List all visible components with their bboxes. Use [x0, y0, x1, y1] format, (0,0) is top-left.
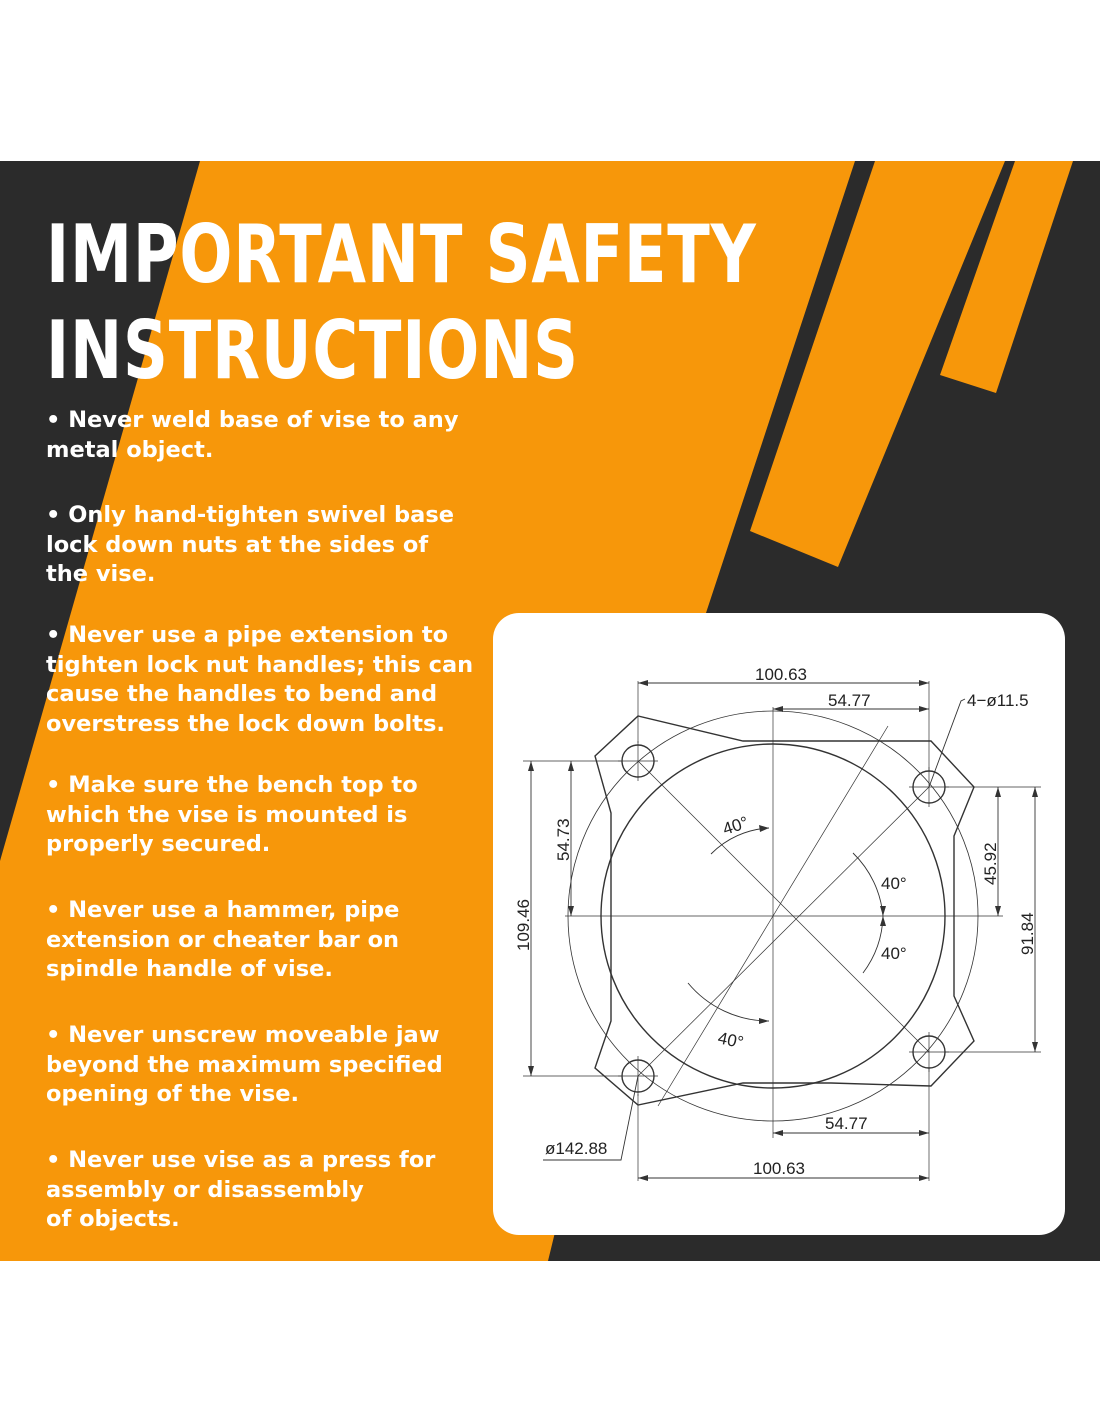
dimension-arrows — [528, 680, 1038, 1181]
instruction-item: • Make sure the bench top to which the vise is mounted is properly secured. — [46, 772, 418, 857]
dim-hole-spec: 4−ø11.5 — [967, 691, 1029, 710]
angle-arcs — [688, 828, 883, 1021]
angle-label-b: 40° — [881, 874, 907, 893]
instruction-item: • Never use a pipe extension to tighten lock nut handles; this can cause the handles to bend and overstress the lock down bolts. — [46, 622, 474, 737]
instruction-item: • Never unscrew moveable jaw beyond the maximum specified opening of the vise. — [46, 1022, 443, 1107]
dim-top-half: 54.77 — [828, 691, 871, 710]
title-line-2: INSTRUCTIONS — [46, 304, 579, 397]
safety-banner — [0, 161, 1100, 1261]
hole-crosshairs — [618, 741, 949, 1096]
page-title — [46, 207, 757, 399]
dim-bottom-half: 54.77 — [825, 1114, 868, 1133]
extension-lines — [523, 681, 1041, 1181]
dim-bolt-circle: ø142.88 — [545, 1139, 608, 1158]
dim-right-height: 91.84 — [1018, 912, 1037, 955]
center-lines — [601, 726, 945, 1106]
mounting-diagram — [493, 613, 1065, 1235]
dim-left-height: 109.46 — [514, 899, 533, 951]
mounting-diagram-card — [493, 613, 1065, 1235]
dim-right-half: 45.92 — [981, 842, 1000, 885]
dimension-lines — [531, 683, 1035, 1178]
angle-label-c: 40° — [881, 944, 907, 963]
angle-label-d: 40° — [716, 1028, 746, 1053]
angle-label-a: 40° — [720, 812, 751, 839]
dim-top-width: 100.63 — [755, 665, 807, 684]
instruction-item: • Never weld base of vise to any metal object. — [46, 407, 459, 463]
base-plate-outline — [595, 716, 974, 1105]
dim-bottom-width: 100.63 — [753, 1159, 805, 1178]
instruction-item: • Never use a hammer, pipe extension or cheater bar on spindle handle of vise. — [46, 897, 400, 982]
dim-left-half: 54.73 — [554, 818, 573, 861]
instruction-item: • Only hand-tighten swivel base lock down nuts at the sides of the vise. — [46, 502, 454, 587]
instruction-item: • Never use vise as a press for assembly or disassembly of objects. — [46, 1147, 436, 1232]
title-line-1: IMPORTANT SAFETY — [46, 208, 757, 301]
